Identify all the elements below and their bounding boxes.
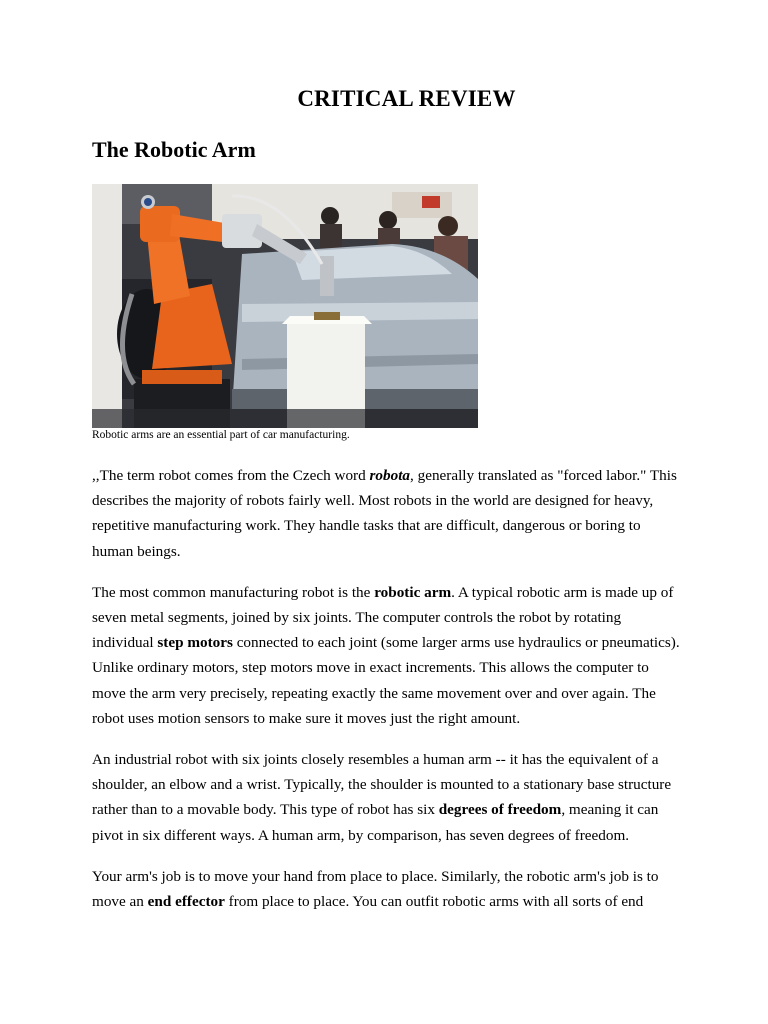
paragraph (92, 864, 684, 914)
paragraph (92, 747, 684, 848)
emphasized-term: robotic arm (374, 583, 452, 601)
text-run: ,,The term robot comes from the Czech word (92, 467, 370, 484)
text-run: An industrial robot with six joints closely resembles a human arm -- it has the equivalent of a shoulder, an elbow and a wrist. Typically, the shoulder is mounted to a stationary base structure rather than to a movable body. This type of robot has six (92, 751, 672, 819)
emphasized-term: step motors (157, 634, 233, 652)
text-run: Your arm's job is to move your hand from place to place. Similarly, the robotic arm's job is to move an (92, 867, 659, 911)
body-text (92, 463, 684, 930)
text-run: . A typical robotic arm is made up of seven metal segments, joined by six joints. The computer controls the robot by rotating individual (92, 583, 674, 652)
text-run: from place to place. You can outfit robotic arms with all sorts of end (224, 893, 644, 911)
document-title: CRITICAL REVIEW (297, 86, 516, 111)
emphasized-term: degrees of freedom (438, 801, 562, 819)
paragraph (92, 463, 684, 564)
figure-caption: Robotic arms are an essential part of car manufacturing. (92, 429, 350, 441)
text-run: , meaning it can pivot in six different ways. A human arm, by comparison, has seven degrees of freedom. (92, 801, 659, 844)
robotic-arm-photo-illustration (92, 184, 478, 428)
paragraph (92, 580, 684, 731)
emphasized-term: end effector (147, 893, 225, 911)
emphasized-term: robota (369, 467, 411, 484)
text-run: The most common manufacturing robot is the (92, 583, 375, 601)
section-heading: The Robotic Arm (92, 137, 256, 162)
text-run: connected to each joint (some larger arms use hydraulics or pneumatics). Unlike ordinary motors, step motors move in exact increments. This allows the computer to move the arm very precisely, repeating exactly the same movement over and over again. The robot uses motion sensors to make sure it moves just the right amount. (92, 634, 680, 727)
text-run: , generally translated as "forced labor." This describes the majority of robots fairly well. Most robots in the world are designed for heavy, repetitive manufacturing work. They handle tasks that are difficult, dangerous or boring to human beings. (92, 467, 677, 560)
robotic-arm-photo (92, 184, 478, 428)
